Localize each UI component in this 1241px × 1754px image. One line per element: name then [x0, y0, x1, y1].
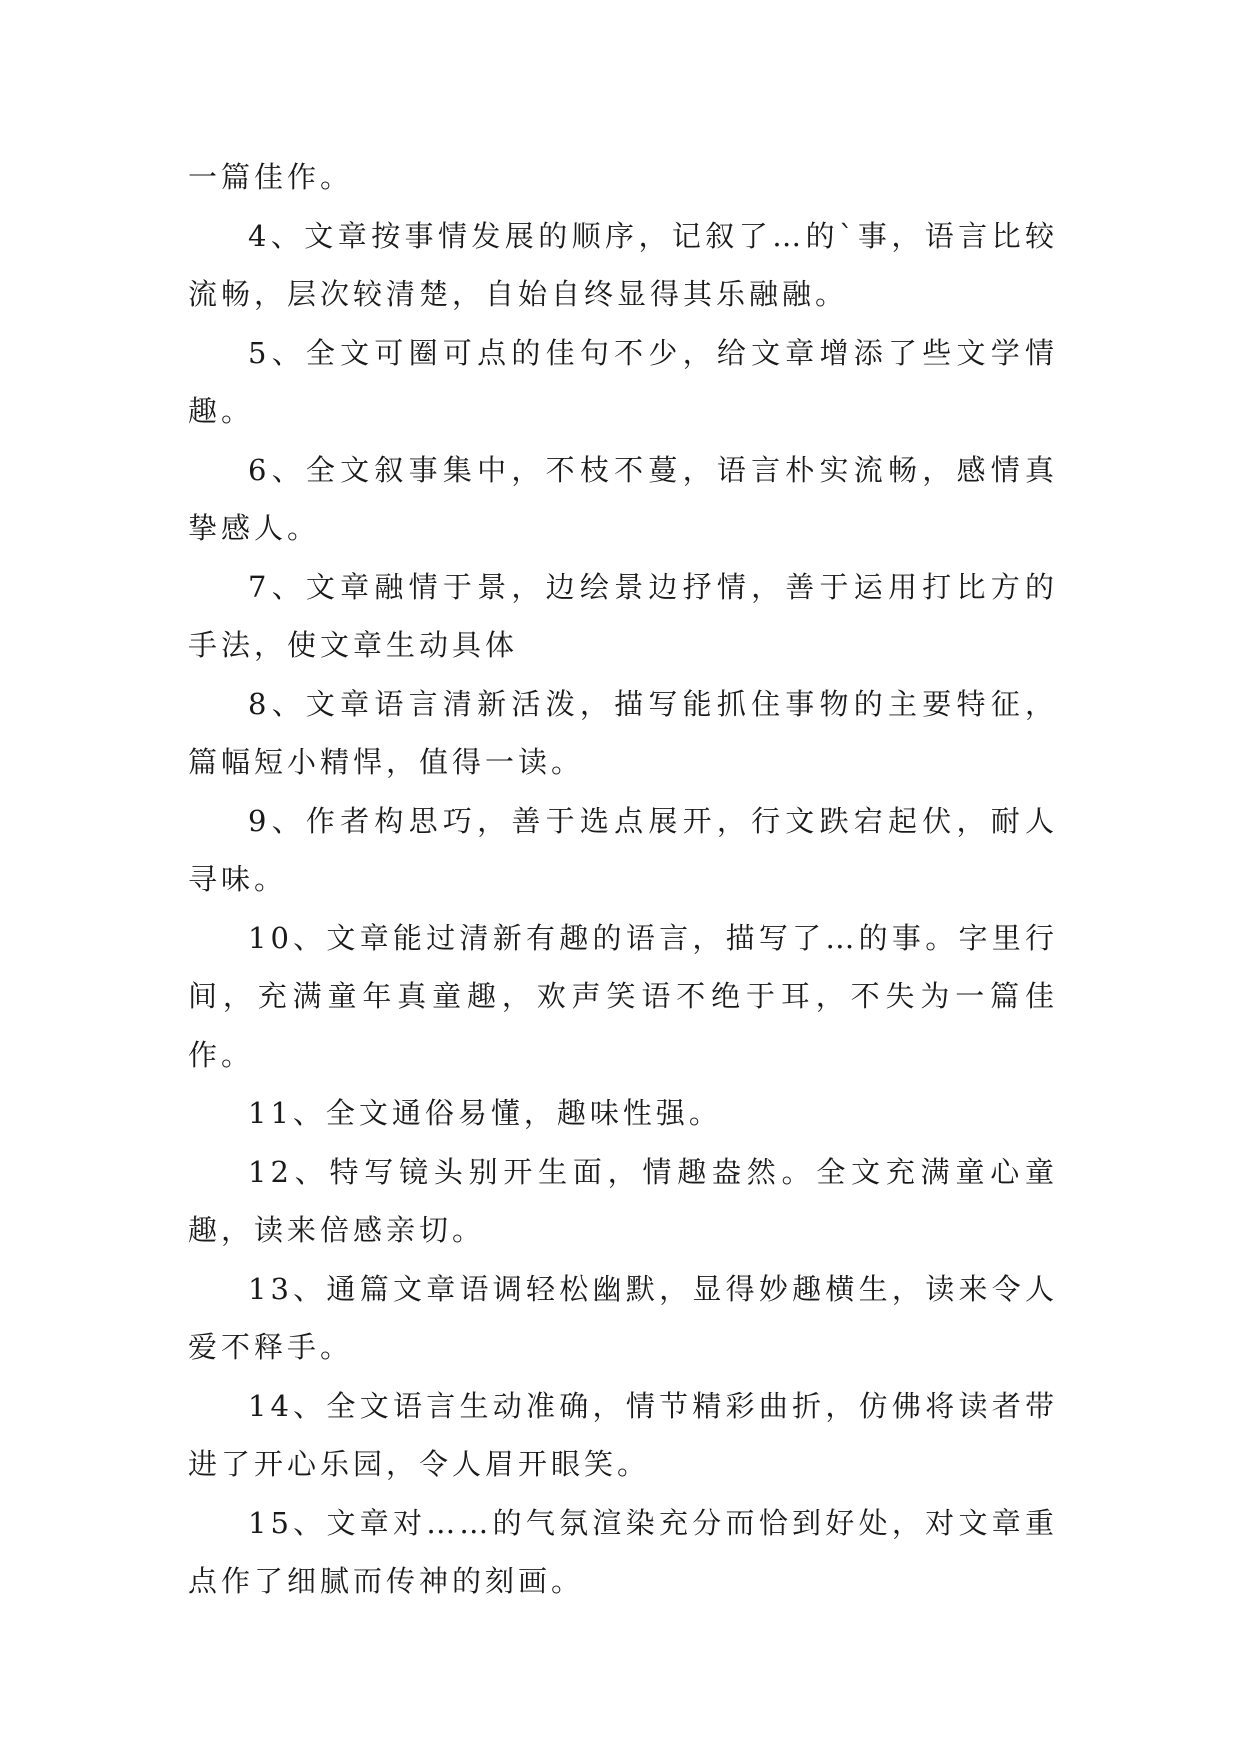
- paragraph-item-15: 15、文章对……的气氛渲染充分而恰到好处，对文章重点作了细腻而传神的刻画。: [188, 1505, 1058, 1598]
- paragraph-item-14: 14、全文语言生动准确，情节精彩曲折，仿佛将读者带进了开心乐园，令人眉开眼笑。: [188, 1388, 1058, 1481]
- paragraph-item-10: 10、文章能过清新有趣的语言，描写了…的事。字里行间，充满童年真童趣，欢声笑语不绝于耳，不失为一篇佳作。: [188, 920, 1058, 1072]
- paragraph-item-4: 4、文章按事情发展的顺序，记叙了…的`事，语言比较流畅，层次较清楚，自始自终显得其乐融融。: [188, 218, 1058, 311]
- paragraph-item-13: 13、通篇文章语调轻松幽默，显得妙趣横生，读来令人爱不释手。: [188, 1271, 1058, 1364]
- paragraph-item-8: 8、文章语言清新活泼，描写能抓住事物的主要特征，篇幅短小精悍，值得一读。: [188, 686, 1058, 779]
- paragraph-item-11: 11、全文通俗易懂，趣味性强。: [248, 1096, 722, 1130]
- paragraph-item-12: 12、特写镜头别开生面，情趣盎然。全文充满童心童趣，读来倍感亲切。: [188, 1154, 1058, 1247]
- paragraph-item-7: 7、文章融情于景，边绘景边抒情，善于运用打比方的手法，使文章生动具体: [188, 569, 1058, 662]
- paragraph-continuation: 一篇佳作。: [188, 160, 354, 194]
- document-body: [188, 148, 1058, 1611]
- paragraph-item-5: 5、全文可圈可点的佳句不少，给文章增添了些文学情趣。: [188, 335, 1058, 428]
- paragraph-item-6: 6、全文叙事集中，不枝不蔓，语言朴实流畅，感情真挚感人。: [188, 452, 1058, 545]
- paragraph-item-9: 9、作者构思巧，善于选点展开，行文跌宕起伏，耐人寻味。: [188, 803, 1058, 896]
